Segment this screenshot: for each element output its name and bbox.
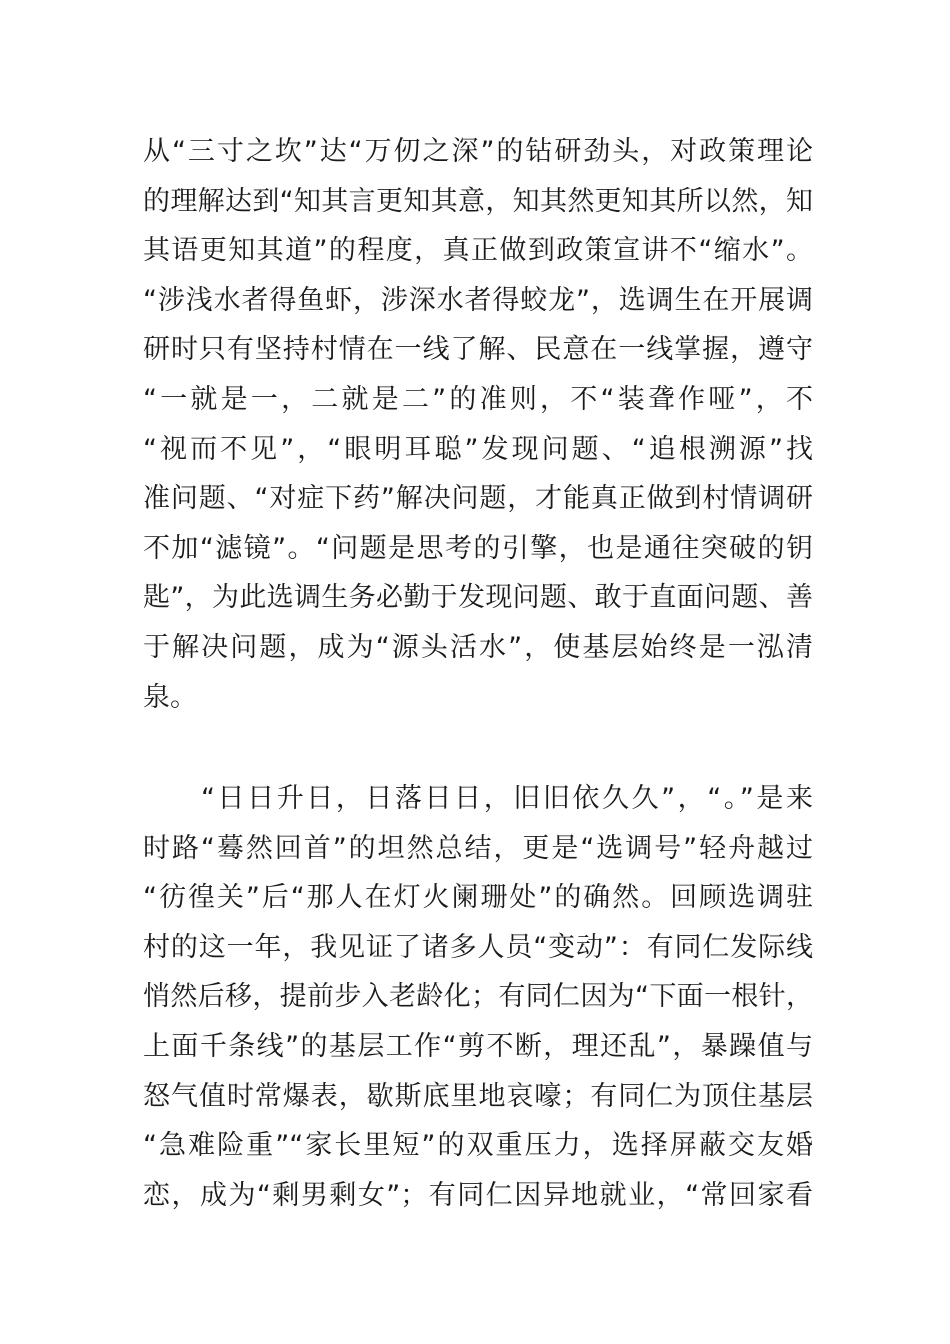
paragraph-1-line-2: 的理解达到“知其言更知其意，知其然更知其所以然，知 [143,185,813,217]
paragraph-2-line-7: 怒气值时常爆表，歇斯底里地哀嚎；有同仁为顶住基层 [143,1080,813,1112]
paragraph-1-line-3: 其语更知其道”的程度，真正做到政策宣讲不“缩水”。 [143,235,813,267]
paragraph-1 [143,127,813,722]
paragraph-2 [143,774,813,1220]
paragraph-1-line-10: 匙”，为此选调生务必勤于发现问题、敢于直面问题、善 [143,582,813,614]
paragraph-1-line-1: 从“三寸之坎”达“万仞之深”的钻研劲头，对政策理论 [143,136,813,167]
paragraph-2-line-1: “日日升日，日落日日，旧旧依久久”，“。”是来 [201,783,813,814]
paragraph-2-line-5: 悄然后移，提前步入老龄化；有同仁因为“下面一根针， [143,981,813,1013]
paragraph-1-line-6: “一就是一，二就是二”的准则，不“装聋作哑”，不 [143,383,813,415]
paragraph-2-line-3: “彷徨关”后“那人在灯火阑珊处”的确然。回顾选调驻 [143,882,813,914]
paragraph-2-line-9: 恋，成为“剩男剩女”；有同仁因异地就业，“常回家看 [143,1179,813,1211]
paragraph-1-line-9: 不加“滤镜”。“问题是思考的引擎，也是通往突破的钥 [143,532,813,564]
paragraph-1-line-12: 泉。 [143,681,197,713]
paragraph-2-line-6: 上面千条线”的基层工作“剪不断，理还乱”，暴躁值与 [143,1030,813,1062]
paragraph-2-line-8: “急难险重”“家长里短”的双重压力，选择屏蔽交友婚 [143,1130,813,1162]
paragraph-1-line-8: 准问题、“对症下药”解决问题，才能真正做到村情调研 [143,483,813,515]
paragraph-1-line-5: 研时只有坚持村情在一线了解、民意在一线掌握，遵守 [143,334,813,366]
paragraph-1-line-7: “视而不见”，“眼明耳聪”发现问题、“追根溯源”找 [143,433,813,465]
paragraph-1-line-4: “涉浅水者得鱼虾，涉深水者得蛟龙”，选调生在开展调 [143,284,813,316]
paragraph-1-line-11: 于解决问题，成为“源头活水”，使基层始终是一泓清 [143,631,813,663]
paragraph-2-line-4: 村的这一年，我见证了诸多人员“变动”：有同仁发际线 [143,931,813,963]
paragraph-2-line-2: 时路“蓦然回首”的坦然总结，更是“选调号”轻舟越过 [143,832,813,864]
